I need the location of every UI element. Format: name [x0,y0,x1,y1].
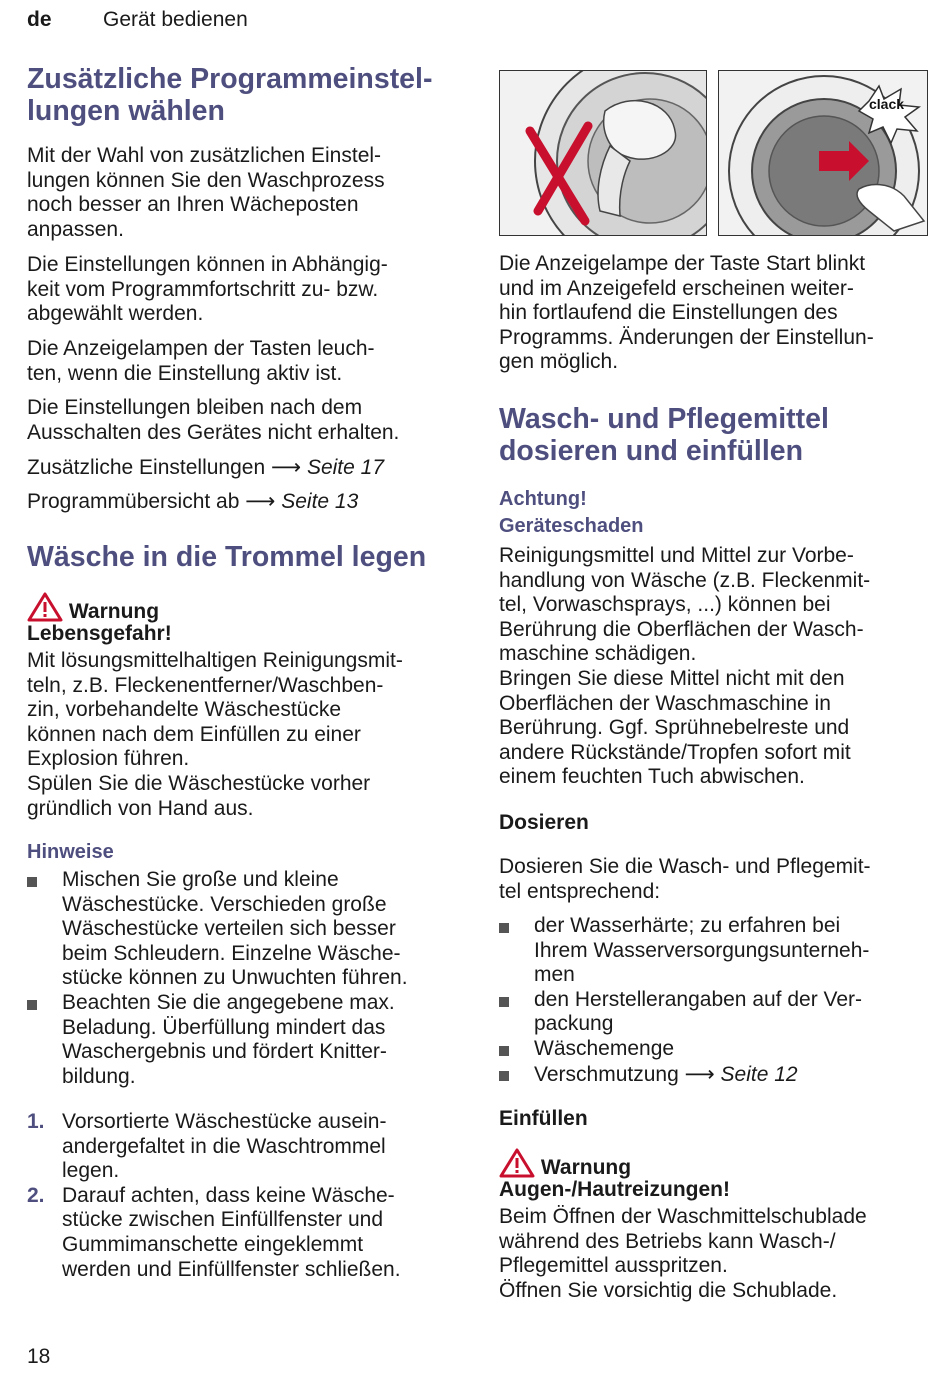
paragraph-start-blinks: Die Anzeigelampe der Taste Start blinkt und im Anzeigefeld erscheinen weiter- hin fortlaufend die Einstellungen des Programms. Änderungen der Einstellun- gen möglich. [499,252,874,374]
door-closing-icon [719,71,927,235]
page-header [27,8,248,32]
notes-title: Hinweise [27,841,114,863]
bullet-square-icon [499,923,509,933]
arrow-right-icon: ⟶ [270,455,302,479]
paragraph-progress: Die Einstellungen können in Abhängig- keit vom Programmfortschritt zu- bzw. abgewählt werden. [27,253,388,326]
notes-list [27,868,467,1089]
dosieren-intro: Dosieren Sie die Wasch- und Pflegemit- tel entsprechend: [499,855,871,903]
arrow-right-icon: ⟶ [245,489,276,513]
reference-page: Seite 13 [281,490,359,513]
paragraph-not-saved: Die Einstellungen bleiben nach dem Ausschalten des Gerätes nicht erhalten. [27,396,400,444]
drum-clothes-caught-icon [500,71,706,235]
bullet-square-icon [27,877,37,887]
warning-subtitle: Lebensgefahr! [27,622,172,645]
list-item: der Wasserhärte; zu erfahren bei Ihrem Wasserversorgungsunterneh- men [499,914,929,988]
heading-additional-settings: Zusätzliche Programmeinstel- lungen wählen [27,63,433,127]
einfuellen-title: Einfüllen [499,1107,588,1130]
step-item: 1. Vorsortierte Wäschestücke ausein- andergefaltet in die Waschtrommel legen. [27,1110,387,1183]
page-number: 18 [27,1345,51,1368]
bullet-square-icon [27,1000,37,1010]
caution-title: Achtung! [499,488,587,510]
reference-label: Programmübersicht ab [27,490,240,513]
reference-additional-settings[interactable] [27,455,384,481]
steps-list [27,1110,467,1282]
reference-label: Zusätzliche Einstellungen [27,456,266,479]
arrow-right-icon: ⟶ [684,1061,715,1086]
list-item-reference[interactable]: Verschmutzung ⟶ Seite 12 [499,1062,929,1088]
clack-label: clack [869,96,905,112]
language-code: de [27,8,52,31]
warning-title: Warnung [540,1156,632,1179]
warning-title: Warnung [68,600,160,623]
illustration-clothes-caught [499,70,707,236]
warning-body: Beim Öffnen der Waschmittelschublade während des Betriebs kann Wasch-/ Pflegemittel ausspritzen. Öffnen Sie vorsichtig die Schublade. [499,1205,867,1302]
paragraph-intro: Mit der Wahl von zusätzlichen Einstel- lungen können Sie den Waschprozess noch besser an Ihren Wächeposten anpassen. [27,144,385,241]
warning-block-title [27,592,159,624]
bullet-square-icon [499,1071,509,1081]
illustration-close-door [718,70,928,236]
list-item: Beachten Sie die angegebene max. Beladung. Überfüllung mindert das Waschergebnis und fördert Knitter- bildung. [27,991,467,1089]
paragraph-lamps: Die Anzeigelampen der Tasten leuch- ten, wenn die Einstellung aktiv ist. [27,337,375,385]
reference-program-overview[interactable] [27,489,358,515]
caution-body: Reinigungsmittel und Mittel zur Vorbe- handlung von Wäsche (z.B. Fleckenmit- tel, Vorwaschsprays, ...) können bei Berührung die Oberflächen der Wasch- maschine schädigen. Bringen Sie diese Mittel nicht mit den Oberflächen der Waschmaschine in Berührung. Ggf. Sprühnebelreste und andere Rückstände/Tropfen sofort mit einem feuchten Tuch abwischen. [499,544,871,789]
warning-triangle-icon [27,592,63,622]
warning-subtitle: Augen-/Hautreizungen! [499,1178,730,1201]
caution-subtitle: Geräteschaden [499,515,644,537]
list-item: Wäschemenge [499,1037,929,1062]
heading-load-drum: Wäsche in die Trommel legen [27,541,427,573]
section-title: Gerät bedienen [103,8,248,31]
warning-block-title [499,1148,631,1180]
warning-body: Mit lösungsmittelhaltigen Reinigungsmit- teln, z.B. Fleckenentferner/Waschben- zin, vorbehandelte Wäschestücke können nach dem Einfüllen zu einer Explosion führen. Spülen Sie die Wäschestücke vorher gründlich von Hand aus. [27,649,403,820]
reference-page: Seite 17 [306,456,384,479]
bullet-square-icon [499,1046,509,1056]
warning-triangle-icon [499,1148,535,1178]
list-item: Mischen Sie große und kleine Wäschestücke. Verschieden große Wäschestücke verteilen sich besser beim Schleudern. Einzelne Wäsche- stücke können zu Unwuchten führen. [27,868,467,991]
list-item: den Herstellerangaben auf der Ver- packung [499,988,929,1037]
dosieren-title: Dosieren [499,811,589,834]
heading-detergent: Wasch- und Pflegemittel dosieren und einfüllen [499,403,829,467]
step-item: 2. Darauf achten, dass keine Wäsche- stücke zwischen Einfüllfenster und Gummimanschette eingeklemmt werden und Einfüllfenster schließen. [27,1183,401,1281]
dosieren-list [499,914,929,1087]
bullet-square-icon [499,997,509,1007]
